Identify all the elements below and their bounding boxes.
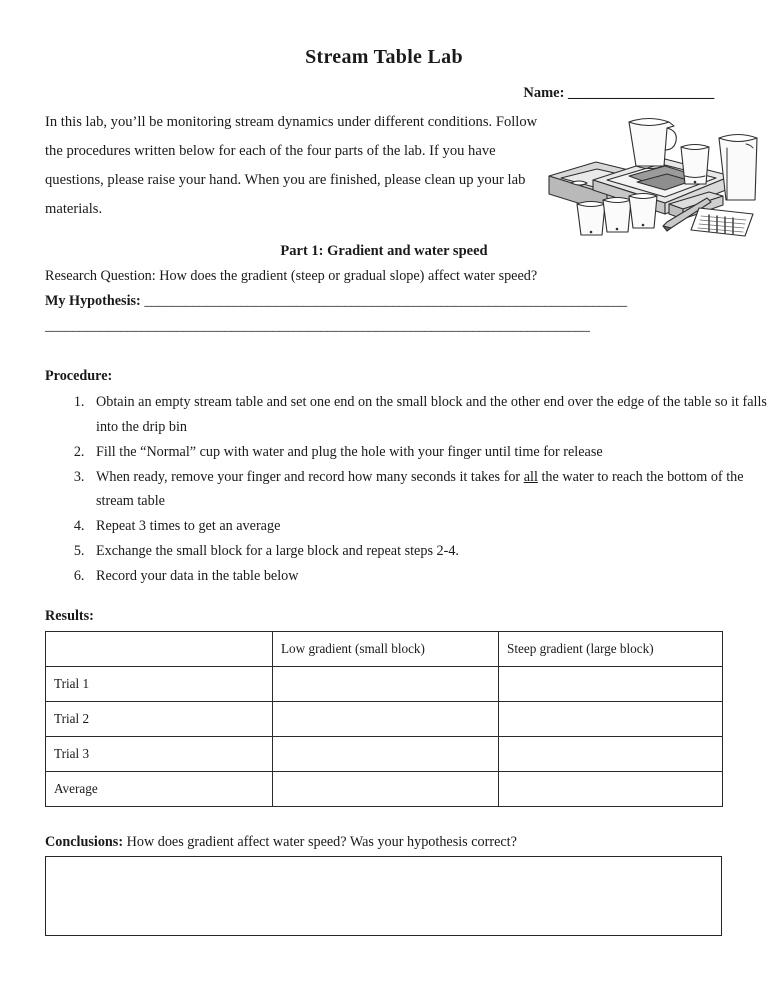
hypothesis-blank-line-1[interactable]: ______________________________________________________________________ (144, 293, 627, 309)
cell-trial-3-low-gradient[interactable] (273, 737, 499, 772)
cell-trial-1-steep-gradient[interactable] (499, 667, 723, 702)
step-text: When ready, remove your finger and record how many seconds it takes for (96, 468, 524, 485)
step-emphasis: all (523, 468, 538, 485)
table-row (46, 702, 723, 737)
conclusions-prompt-row (45, 834, 517, 851)
step-text: Obtain an empty stream table and set one end on the small block and the other end over the edge of the table so it falls into the drip bin (96, 394, 767, 435)
cell-average-steep-gradient[interactable] (499, 772, 723, 807)
list-item (88, 440, 768, 465)
conclusions-answer-box[interactable] (45, 856, 722, 936)
name-field-row (523, 85, 714, 102)
list-item (88, 564, 768, 589)
page-title: Stream Table Lab (305, 46, 463, 68)
row-label-average: Average (46, 772, 273, 807)
row-label-trial-3: Trial 3 (46, 737, 273, 772)
step-text: Record your data in the table below (96, 568, 299, 584)
results-table (45, 631, 723, 807)
row-label-trial-2: Trial 2 (46, 702, 273, 737)
procedure-list (45, 390, 768, 589)
list-item (88, 390, 768, 439)
column-header-steep-gradient: Steep gradient (large block) (499, 632, 723, 667)
name-field-blank[interactable]: _____________________ (568, 85, 714, 101)
list-item (88, 539, 768, 564)
name-field-label: Name: (523, 85, 565, 101)
table-header-row (46, 632, 723, 667)
conclusions-prompt: How does gradient affect water speed? Was your hypothesis correct? (126, 834, 517, 850)
step-text-continued: the water to reach the bottom of the stream table (96, 468, 744, 509)
cell-trial-3-steep-gradient[interactable] (499, 737, 723, 772)
cell-trial-2-steep-gradient[interactable] (499, 702, 723, 737)
table-row (46, 667, 723, 702)
hypothesis-row (45, 293, 627, 310)
table-row (46, 772, 723, 807)
step-text: Fill the “Normal” cup with water and plug the hole with your finger until time for release (96, 443, 603, 460)
part-1-heading: Part 1: Gradient and water speed (280, 243, 488, 259)
column-header-low-gradient: Low gradient (small block) (273, 632, 499, 667)
cell-trial-2-low-gradient[interactable] (273, 702, 499, 737)
research-question: Research Question: How does the gradient (steep or gradual slope) affect water speed? (45, 268, 538, 284)
conclusions-label: Conclusions: (45, 834, 124, 850)
hypothesis-blank-line-2[interactable]: _______________________________________________________________________________ (45, 318, 590, 334)
procedure-label: Procedure: (45, 368, 113, 384)
list-item (88, 514, 768, 539)
results-label: Results: (45, 608, 94, 624)
row-label-trial-1: Trial 1 (46, 667, 273, 702)
column-header-blank (46, 632, 273, 667)
step-text: Repeat 3 times to get an average (96, 518, 281, 534)
stream-table-lab-equipment-illustration (541, 104, 768, 237)
cell-average-low-gradient[interactable] (273, 772, 499, 807)
hypothesis-row-2 (45, 318, 590, 335)
table-row (46, 737, 723, 772)
step-text: Exchange the small block for a large block and repeat steps 2-4. (96, 543, 459, 559)
list-item (88, 465, 768, 514)
cell-trial-1-low-gradient[interactable] (273, 667, 499, 702)
hypothesis-label: My Hypothesis: (45, 293, 141, 309)
intro-paragraph: In this lab, you’ll be monitoring stream dynamics under different conditions. Follow the procedures written below for each of the four parts of the lab. If you have questions, please raise your hand. When you are finished, please clean up your lab materials. (45, 114, 538, 217)
